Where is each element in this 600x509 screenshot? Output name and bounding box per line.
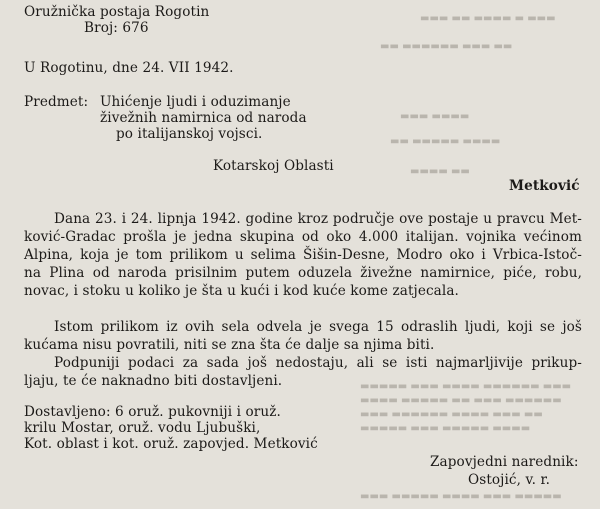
document-number: Broj: 676	[84, 20, 149, 36]
place-date: U Rogotinu, dne 24. VII 1942.	[24, 60, 234, 76]
subject-line: živežnih namirnica od naroda	[100, 110, 307, 126]
body-line: ljaju, te će naknadno biti dostavljeni.	[24, 373, 283, 389]
recipient-office: Kotarskoj Oblasti	[213, 158, 334, 174]
subject-line: Uhićenje ljudi i oduzimanje	[100, 94, 291, 110]
body-line: Dana 23. i 24. lipnja 1942. godine kroz područje ove postaje u pravcu Met-	[54, 211, 582, 227]
distribution-line: krilu Mostar, oruž. vodu Ljubuški,	[24, 420, 261, 436]
subject-label: Predmet:	[24, 94, 89, 110]
station-name: Oružnička postaja Rogotin	[24, 4, 210, 20]
body-line: Istom prilikom iz ovih sela odvela je svega 15 odraslih ljudi, koji se još	[54, 319, 582, 335]
body-line: kućama nisu povratili, niti se zna šta će dalje sa njima biti.	[24, 337, 435, 353]
recipient-city: Metković	[509, 178, 580, 194]
body-line: na Plina od naroda prisilnim putem oduzela živežne namirnice, piće, robu,	[24, 265, 582, 281]
body-line: Alpina, koja je tom prilikom u selima Šišin-Desne, Modro oko i Vrbica-Istoč-	[24, 247, 582, 263]
body-line: Podpuniji podaci za sada još nedostaju, ali se isti najmarljivije prikup-	[54, 355, 582, 371]
distribution-line: Kot. oblast i kot. oruž. zapovjed. Metković	[24, 436, 318, 452]
distribution-line: Dostavljeno: 6 oruž. pukovniji i oruž.	[24, 404, 281, 420]
body-line: novac, i stoku u koliko je šta u kući i kod kuće kome zatjecala.	[24, 283, 459, 299]
signature-title: Zapovjedni narednik:	[430, 454, 579, 470]
subject-line: po italijanskoj vojsci.	[116, 126, 263, 142]
body-line: ković-Gradac prošla je jedna skupina od oko 4.000 italijan. vojnika većinom	[24, 229, 582, 245]
signature-name: Ostojić, v. r.	[468, 472, 551, 488]
bleed-through-texture: ▬▬▬ ▬▬ ▬▬▬▬ ▬ ▬▬▬ ▬▬ ▬▬▬▬▬▬ ▬▬▬ ▬▬ ▬▬▬ ▬▬▬▬ ▬▬ ▬▬▬▬▬ ▬▬▬▬ ▬▬▬▬ ▬▬ ▬▬▬▬▬ ▬▬▬ ▬▬▬▬ ▬▬▬▬▬▬ ▬▬▬ ▬▬▬▬ ▬▬▬▬▬ ▬▬ ▬▬▬ ▬▬▬▬▬▬ ▬▬▬ ▬▬▬▬▬▬ ▬▬▬▬ ▬▬▬ ▬▬ ▬▬▬▬▬ ▬▬▬ ▬▬▬▬▬ ▬▬▬▬ ▬▬▬ ▬▬▬▬▬ ▬▬▬▬ ▬▬▬ ▬▬▬▬▬	[360, 13, 572, 502]
